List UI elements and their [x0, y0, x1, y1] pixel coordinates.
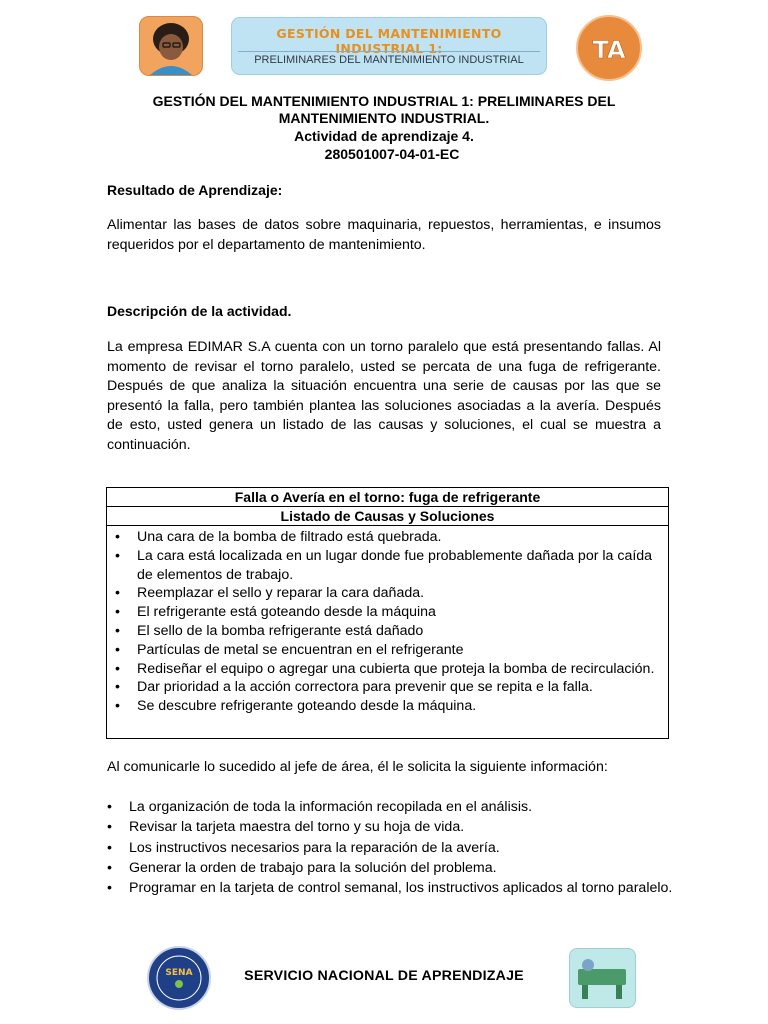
list-item: • Rediseñar el equipo o agregar una cubierta que proteja la bomba de recirculación. [137, 660, 660, 679]
doc-title-line1: GESTIÓN DEL MANTENIMIENTO INDUSTRIAL 1: PRELIMINARES DEL [152, 93, 616, 109]
list-item: • Los instructivos necesarios para la reparación de la avería. [129, 838, 683, 858]
list-item: • El refrigerante está goteando desde la máquina [137, 603, 660, 622]
list-item: • La organización de toda la información recopilada en el análisis. [129, 797, 683, 817]
lathe-image [569, 948, 636, 1008]
list-item: • La cara está localizada en un lugar donde fue probablemente dañada por la caída de elementos de trabajo. [137, 547, 660, 585]
tools-logo [576, 15, 642, 81]
logo-letters: TA [592, 36, 626, 64]
list-item: • Generar la orden de trabajo para la solución del problema. [129, 858, 683, 878]
list-item: • Partículas de metal se encuentran en el refrigerante [137, 641, 660, 660]
list-item: • El sello de la bomba refrigerante está dañado [137, 622, 660, 641]
result-text: Alimentar las bases de datos sobre maquinaria, repuestos, herramientas, e insumos requeridos por el departamento de mantenimiento. [107, 217, 661, 253]
description-heading: Descripción de la actividad. [107, 303, 292, 319]
causes-list [107, 526, 668, 716]
banner-title: GESTIÓN DEL MANTENIMIENTO INDUSTRIAL 1: [276, 26, 502, 56]
list-item: • Dar prioridad a la acción correctora para prevenir que se repita e la falla. [137, 678, 660, 697]
footer-institution: SERVICIO NACIONAL DE APRENDIZAJE [244, 968, 524, 984]
table-header-list: Listado de Causas y Soluciones [107, 507, 668, 526]
list-item: • Una cara de la bomba de filtrado está quebrada. [137, 528, 660, 547]
doc-title-line3: Actividad de aprendizaje 4. [294, 128, 474, 144]
banner-subtitle: PRELIMINARES DEL MANTENIMIENTO INDUSTRIAL [238, 51, 540, 66]
description-text: La empresa EDIMAR S.A cuenta con un torno paralelo que está presentando fallas. Al momento de revisar el torno paralelo, usted se percata de una fuga de refrigerante. Después de que analiza la situación encuentra una serie de causas por las que se presentó la falla, pero también plantea las soluciones asociadas a la avería. Después de esto, usted genera un listado de las causas y soluciones, el cual se muestra a continuación. [107, 339, 661, 453]
sena-label: SENA [165, 968, 193, 978]
doc-title-line2: MANTENIMIENTO INDUSTRIAL. [278, 110, 490, 126]
list-item: • Se descubre refrigerante goteando desde la máquina. [137, 697, 660, 716]
course-banner [231, 17, 547, 75]
list-item: • Reemplazar el sello y reparar la cara dañada. [137, 584, 660, 603]
avatar [139, 16, 203, 76]
table-header-fault: Falla o Avería en el torno: fuga de refrigerante [107, 488, 668, 507]
causes-table [106, 487, 669, 739]
doc-title-code: 280501007-04-01-EC [324, 146, 460, 162]
list-item: • Programar en la tarjeta de control semanal, los instructivos aplicados al torno paralelo. [129, 878, 683, 898]
list-item: • Revisar la tarjeta maestra del torno y su hoja de vida. [129, 817, 683, 837]
result-heading: Resultado de Aprendizaje: [107, 182, 283, 198]
request-list [107, 797, 683, 898]
request-text: Al comunicarle lo sucedido al jefe de área, él le solicita la siguiente información: [107, 759, 608, 775]
